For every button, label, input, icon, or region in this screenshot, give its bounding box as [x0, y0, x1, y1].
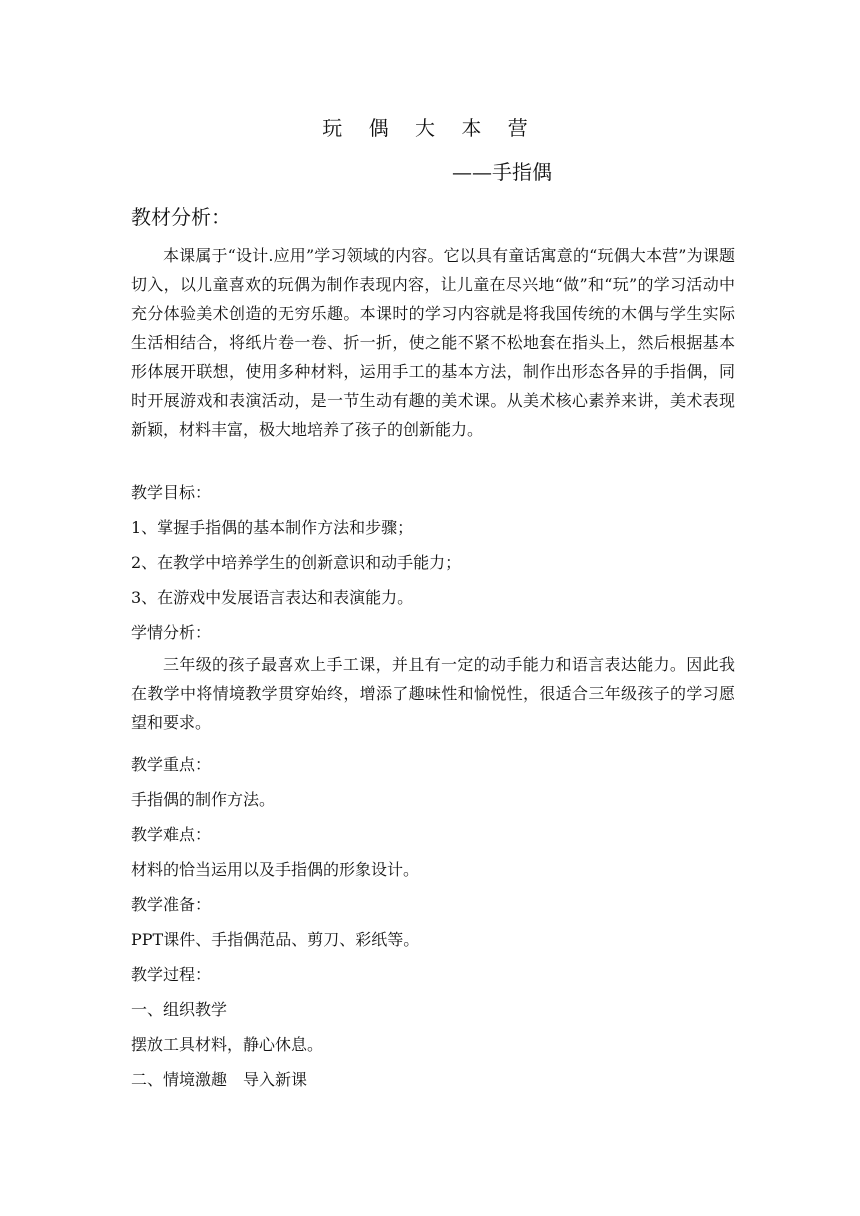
teaching-goals-heading: 教学目标：	[131, 483, 212, 502]
preparation-heading: 教学准备：	[131, 895, 212, 914]
process-heading: 教学过程：	[131, 965, 212, 984]
student-analysis-heading: 学情分析：	[131, 623, 212, 642]
teaching-goal-item: 3、在游戏中发展语言表达和表演能力。	[131, 588, 414, 607]
key-points-text: 手指偶的制作方法。	[131, 790, 276, 809]
teaching-goal-item: 2、在教学中培养学生的创新意识和动手能力；	[131, 553, 462, 572]
process-step-title: 二、情境激趣 导入新课	[131, 1070, 308, 1089]
document-subtitle: ——手指偶	[452, 160, 552, 184]
teaching-goal-item: 1、掌握手指偶的基本制作方法和步骤；	[131, 518, 414, 537]
material-analysis-paragraph: 本课属于“设计.应用”学习领域的内容。它以具有童话寓意的“玩偶大本营”为课题切入，以儿童喜欢的玩偶为制作表现内容，让儿童在尽兴地“做”和“玩”的学习活动中充分体验美术创造的无穷乐趣。本课时的学习内容就是将我国传统的木偶与学生实际生活相结合，将纸片卷一卷、折一折，使之能不紧不松地套在指头上，然后根据基本形体展开联想，使用多种材料，运用手工的基本方法，制作出形态各异的手指偶，同时开展游戏和表演活动，是一节生动有趣的美术课。从美术核心素养来讲，美术表现新颖，材料丰富，极大地培养了孩子的创新能力。	[131, 246, 735, 439]
document-title: 玩 偶 大 本 营	[322, 116, 538, 140]
difficulties-heading: 教学难点：	[131, 825, 212, 844]
process-step-text: 摆放工具材料，静心休息。	[131, 1035, 324, 1054]
preparation-text: PPT课件、手指偶范品、剪刀、彩纸等。	[131, 930, 420, 949]
student-analysis-paragraph: 三年级的孩子最喜欢上手工课，并且有一定的动手能力和语言表达能力。因此我在教学中将情境教学贯穿始终，增添了趣味性和愉悦性，很适合三年级孩子的学习愿望和要求。	[131, 655, 735, 732]
material-analysis-heading: 教材分析：	[131, 205, 231, 229]
difficulties-text: 材料的恰当运用以及手指偶的形象设计。	[131, 860, 420, 879]
process-step-title: 一、组织教学	[131, 1000, 228, 1019]
key-points-heading: 教学重点：	[131, 755, 212, 774]
